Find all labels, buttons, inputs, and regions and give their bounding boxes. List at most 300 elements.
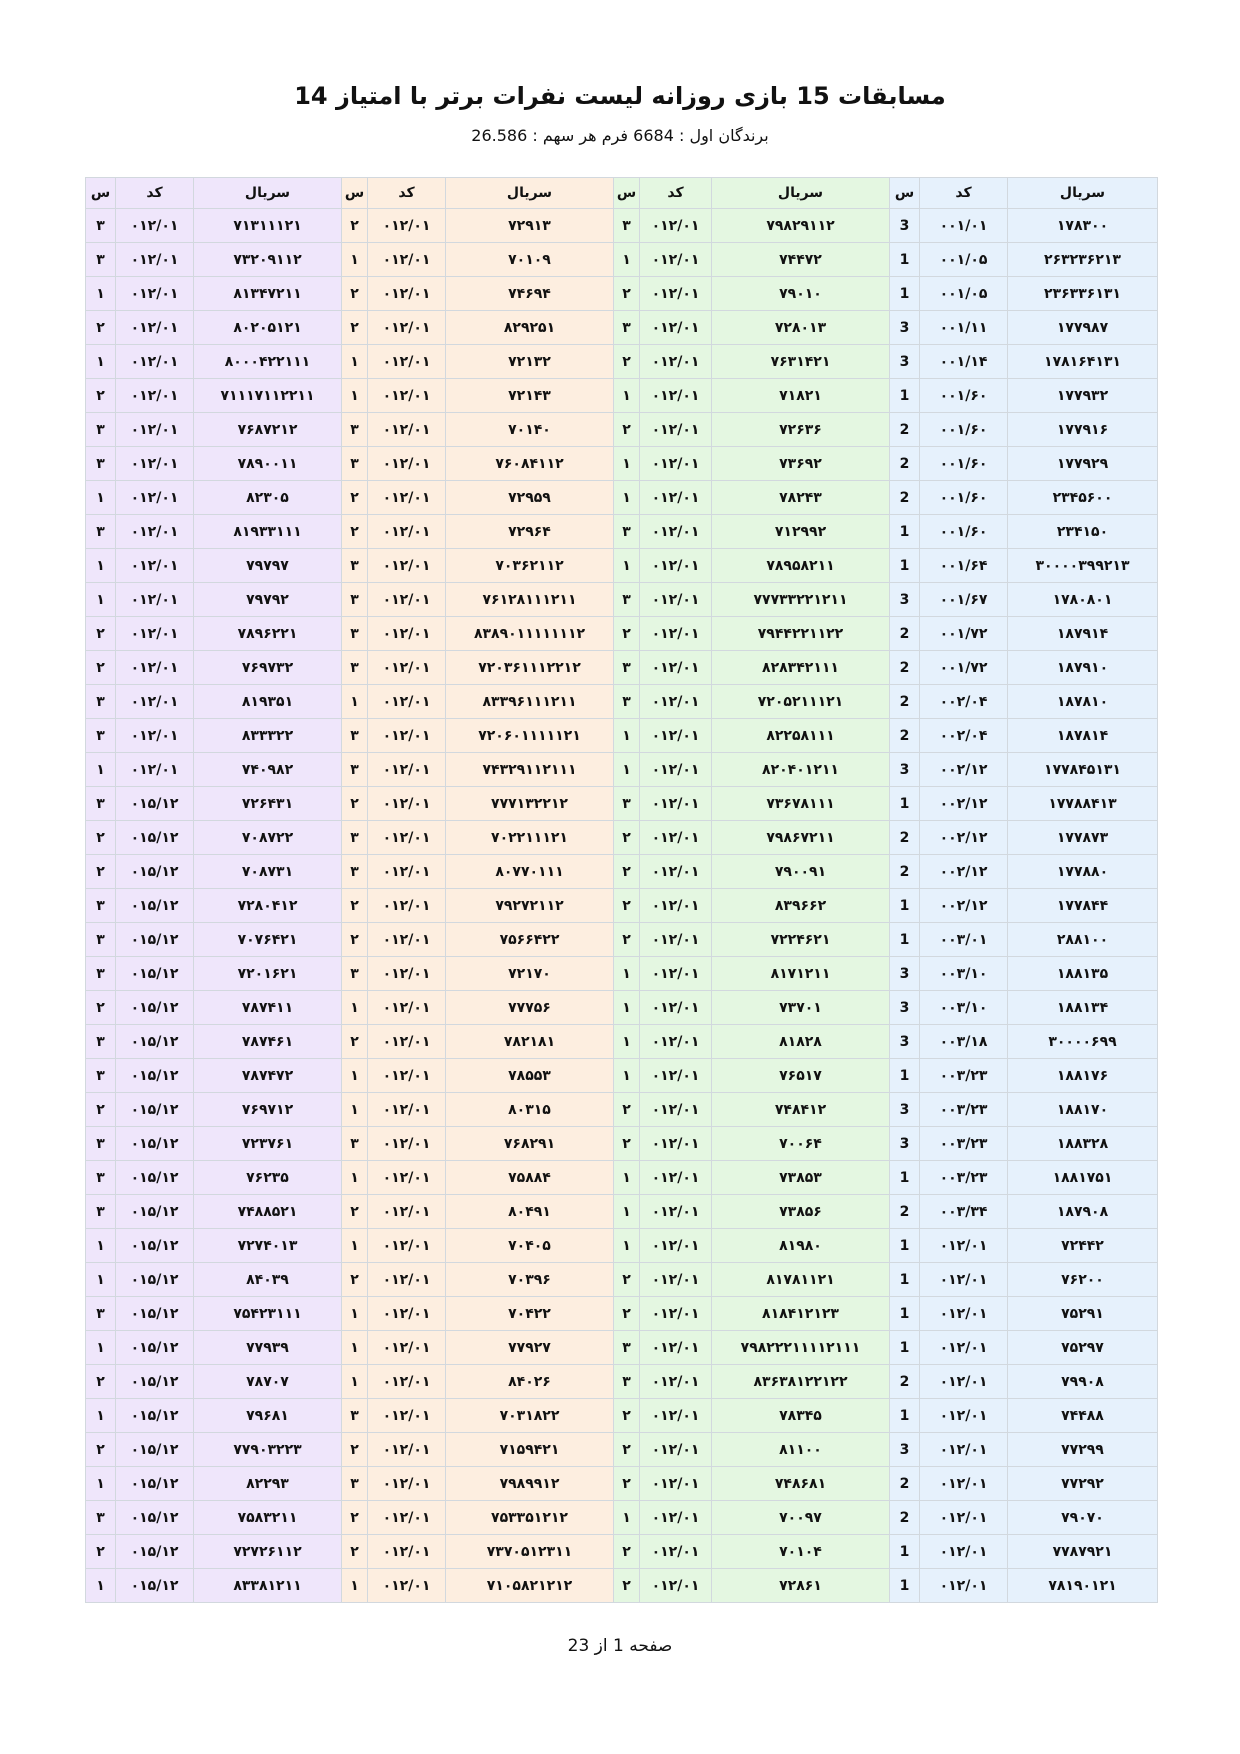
code-cell: ۰۱۲/۰۱	[116, 413, 194, 447]
rank-cell: 2	[890, 855, 920, 889]
serial-cell: ۸۳۳۹۶۱۱۱۲۱۱	[446, 685, 614, 719]
table-row	[86, 1433, 1158, 1467]
serial-cell: ۷۷۸۷۹۲۱	[1008, 1535, 1158, 1569]
rank-cell: ۲	[614, 889, 640, 923]
serial-cell: ۷۵۶۶۴۲۲	[446, 923, 614, 957]
table-row	[86, 719, 1158, 753]
code-cell: ۰۱۲/۰۱	[640, 1365, 712, 1399]
rank-cell: ۲	[614, 1263, 640, 1297]
rank-cell: ۳	[614, 311, 640, 345]
serial-cell: ۷۲۱۴۳	[446, 379, 614, 413]
code-cell: ۰۱۲/۰۱	[116, 481, 194, 515]
code-cell: ۰۱۲/۰۱	[920, 1331, 1008, 1365]
code-cell: ۰۱۲/۰۱	[368, 1195, 446, 1229]
rank-cell: ۱	[342, 345, 368, 379]
code-cell: ۰۱۲/۰۱	[920, 1467, 1008, 1501]
rank-cell: ۳	[342, 855, 368, 889]
table-row	[86, 345, 1158, 379]
rank-cell: ۲	[342, 277, 368, 311]
serial-cell: ۱۷۷۸۴۴	[1008, 889, 1158, 923]
code-cell: ۰۱۵/۱۲	[116, 991, 194, 1025]
rank-cell: 2	[890, 1365, 920, 1399]
serial-cell: ۲۳۴۱۵۰	[1008, 515, 1158, 549]
serial-cell: ۸۳۹۶۶۲	[712, 889, 890, 923]
rank-cell: ۳	[86, 1025, 116, 1059]
table-row	[86, 651, 1158, 685]
serial-cell: ۷۹۹۰۸	[1008, 1365, 1158, 1399]
code-cell: ۰۱۲/۰۱	[116, 685, 194, 719]
code-column-header: کد	[920, 178, 1008, 209]
serial-cell: ۷۳۲۰۹۱۱۲	[194, 243, 342, 277]
code-cell: ۰۰۲/۱۲	[920, 753, 1008, 787]
code-cell: ۰۱۵/۱۲	[116, 1127, 194, 1161]
rank-cell: ۳	[86, 515, 116, 549]
rank-cell: 1	[890, 889, 920, 923]
code-cell: ۰۱۲/۰۱	[368, 1331, 446, 1365]
code-cell: ۰۱۲/۰۱	[640, 1501, 712, 1535]
serial-cell: ۷۲۴۴۲	[1008, 1229, 1158, 1263]
serial-cell: ۷۴۴۸۸	[1008, 1399, 1158, 1433]
code-cell: ۰۱۲/۰۱	[640, 753, 712, 787]
serial-cell: ۱۷۷۸۴۵۱۳۱	[1008, 753, 1158, 787]
rank-cell: ۱	[86, 1399, 116, 1433]
code-cell: ۰۱۲/۰۱	[640, 1093, 712, 1127]
table-row	[86, 1093, 1158, 1127]
rank-cell: 1	[890, 515, 920, 549]
code-cell: ۰۰۲/۱۲	[920, 855, 1008, 889]
rank-cell: ۱	[614, 447, 640, 481]
serial-cell: ۷۹۸۲۲۲۱۱۱۱۲۱۱۱	[712, 1331, 890, 1365]
rank-cell: 2	[890, 481, 920, 515]
serial-cell: ۷۷۲۹۹	[1008, 1433, 1158, 1467]
serial-cell: ۷۱۲۹۹۲	[712, 515, 890, 549]
serial-cell: ۸۰۴۹۱	[446, 1195, 614, 1229]
table-row	[86, 549, 1158, 583]
table-row	[86, 1569, 1158, 1603]
rank-cell: ۱	[86, 1331, 116, 1365]
rank-cell: 2	[890, 1195, 920, 1229]
serial-cell: ۷۹۲۷۲۱۱۲	[446, 889, 614, 923]
code-cell: ۰۰۳/۲۳	[920, 1161, 1008, 1195]
serial-cell: ۷۳۶۹۲	[712, 447, 890, 481]
rank-cell: ۲	[86, 1433, 116, 1467]
code-cell: ۰۰۱/۰۵	[920, 277, 1008, 311]
rank-cell: ۲	[86, 379, 116, 413]
rank-cell: ۱	[614, 719, 640, 753]
serial-cell: ۷۰۳۹۶	[446, 1263, 614, 1297]
serial-cell: ۷۵۳۳۵۱۲۱۲	[446, 1501, 614, 1535]
serial-cell: ۱۸۸۳۲۸	[1008, 1127, 1158, 1161]
code-cell: ۰۱۲/۰۱	[368, 447, 446, 481]
rank-cell: ۳	[86, 1127, 116, 1161]
serial-cell: ۸۲۸۳۴۲۱۱۱	[712, 651, 890, 685]
rank-cell: ۳	[342, 1127, 368, 1161]
rank-cell: 1	[890, 1263, 920, 1297]
rank-cell: ۱	[614, 1059, 640, 1093]
code-cell: ۰۱۲/۰۱	[640, 345, 712, 379]
rank-cell: ۳	[86, 447, 116, 481]
serial-cell: ۷۱۱۱۷۱۱۲۲۱۱	[194, 379, 342, 413]
serial-cell: ۸۲۹۲۵۱	[446, 311, 614, 345]
code-cell: ۰۱۲/۰۱	[920, 1263, 1008, 1297]
code-cell: ۰۱۲/۰۱	[920, 1297, 1008, 1331]
serial-cell: ۱۷۷۸۷۳	[1008, 821, 1158, 855]
serial-cell: ۷۲۹۶۴	[446, 515, 614, 549]
serial-cell: ۷۸۱۹۰۱۲۱	[1008, 1569, 1158, 1603]
serial-cell: ۷۳۸۵۶	[712, 1195, 890, 1229]
code-cell: ۰۱۲/۰۱	[116, 549, 194, 583]
code-cell: ۰۱۲/۰۱	[368, 1093, 446, 1127]
rank-cell: ۲	[614, 277, 640, 311]
rank-cell: ۲	[614, 1093, 640, 1127]
rank-cell: ۳	[86, 1195, 116, 1229]
serial-cell: ۸۳۳۸۱۲۱۱	[194, 1569, 342, 1603]
rank-cell: ۱	[342, 1229, 368, 1263]
code-cell: ۰۱۲/۰۱	[368, 379, 446, 413]
serial-cell: ۷۸۷۴۷۲	[194, 1059, 342, 1093]
serial-cell: ۷۲۰۵۲۱۱۱۲۱	[712, 685, 890, 719]
code-cell: ۰۱۲/۰۱	[368, 583, 446, 617]
code-cell: ۰۱۲/۰۱	[640, 1195, 712, 1229]
code-cell: ۰۱۲/۰۱	[640, 685, 712, 719]
table-row	[86, 1025, 1158, 1059]
rank-cell: ۱	[342, 1093, 368, 1127]
rank-cell: ۱	[86, 1263, 116, 1297]
serial-cell: ۷۹۰۰۹۱	[712, 855, 890, 889]
rank-cell: ۱	[342, 243, 368, 277]
serial-cell: ۷۶۸۲۹۱	[446, 1127, 614, 1161]
rank-cell: ۱	[614, 549, 640, 583]
rank-cell: ۲	[342, 889, 368, 923]
serial-cell: ۷۲۸۰۱۳	[712, 311, 890, 345]
code-cell: ۰۱۲/۰۱	[368, 889, 446, 923]
serial-cell: ۷۲۹۱۳	[446, 209, 614, 243]
rank-cell: ۳	[86, 1501, 116, 1535]
rank-cell: 2	[890, 685, 920, 719]
code-cell: ۰۱۲/۰۱	[920, 1501, 1008, 1535]
code-cell: ۰۱۲/۰۱	[640, 651, 712, 685]
rank-cell: ۲	[86, 617, 116, 651]
table-row	[86, 413, 1158, 447]
table-row	[86, 243, 1158, 277]
rank-cell: 3	[890, 1433, 920, 1467]
rank-cell: ۱	[342, 1161, 368, 1195]
rank-cell: ۳	[86, 923, 116, 957]
serial-cell: ۸۱۹۸۰	[712, 1229, 890, 1263]
s-column-header: س	[890, 178, 920, 209]
serial-cell: ۷۰۳۶۲۱۱۲	[446, 549, 614, 583]
serial-cell: ۱۸۸۱۳۴	[1008, 991, 1158, 1025]
rank-cell: ۲	[342, 1195, 368, 1229]
code-cell: ۰۱۲/۰۱	[368, 549, 446, 583]
serial-cell: ۷۴۸۸۵۲۱	[194, 1195, 342, 1229]
serial-cell: ۱۷۷۹۱۶	[1008, 413, 1158, 447]
serial-cell: ۱۸۷۹۰۸	[1008, 1195, 1158, 1229]
serial-cell: ۱۸۸۱۷۶	[1008, 1059, 1158, 1093]
code-cell: ۰۱۲/۰۱	[640, 243, 712, 277]
serial-cell: ۱۸۷۹۱۴	[1008, 617, 1158, 651]
rank-cell: 3	[890, 991, 920, 1025]
rank-cell: ۱	[614, 957, 640, 991]
serial-cell: ۷۸۵۵۳	[446, 1059, 614, 1093]
code-cell: ۰۱۵/۱۲	[116, 821, 194, 855]
code-cell: ۰۰۱/۶۰	[920, 447, 1008, 481]
rank-cell: ۳	[614, 685, 640, 719]
rank-cell: ۳	[86, 1161, 116, 1195]
code-cell: ۰۰۱/۶۰	[920, 413, 1008, 447]
serial-cell: ۷۲۳۷۶۱	[194, 1127, 342, 1161]
serial-cell: ۱۸۸۱۳۵	[1008, 957, 1158, 991]
rank-cell: ۲	[342, 1025, 368, 1059]
rank-cell: ۲	[614, 1399, 640, 1433]
rank-cell: ۲	[614, 1433, 640, 1467]
serial-cell: ۷۲۷۴۰۱۳	[194, 1229, 342, 1263]
code-cell: ۰۱۵/۱۲	[116, 1161, 194, 1195]
table-row	[86, 787, 1158, 821]
code-cell: ۰۱۲/۰۱	[116, 277, 194, 311]
code-cell: ۰۱۲/۰۱	[640, 787, 712, 821]
rank-cell: 1	[890, 1229, 920, 1263]
code-cell: ۰۱۵/۱۲	[116, 1263, 194, 1297]
code-cell: ۰۰۲/۰۴	[920, 719, 1008, 753]
code-cell: ۰۱۲/۰۱	[368, 1535, 446, 1569]
serial-cell: ۷۵۸۳۲۱۱	[194, 1501, 342, 1535]
code-cell: ۰۱۲/۰۱	[920, 1535, 1008, 1569]
serial-cell: ۸۱۷۸۱۱۲۱	[712, 1263, 890, 1297]
table-row	[86, 855, 1158, 889]
code-cell: ۰۱۲/۰۱	[920, 1399, 1008, 1433]
table-row	[86, 1365, 1158, 1399]
table-row	[86, 821, 1158, 855]
serial-cell: ۷۲۰۳۶۱۱۱۲۲۱۲	[446, 651, 614, 685]
rank-cell: ۱	[614, 991, 640, 1025]
rank-cell: 3	[890, 1093, 920, 1127]
rank-cell: 1	[890, 243, 920, 277]
code-cell: ۰۰۳/۲۳	[920, 1059, 1008, 1093]
code-cell: ۰۱۲/۰۱	[368, 1263, 446, 1297]
rank-cell: ۳	[86, 685, 116, 719]
rank-cell: ۳	[342, 617, 368, 651]
rank-cell: ۳	[614, 209, 640, 243]
serial-cell: ۷۸۷۰۷	[194, 1365, 342, 1399]
serial-cell: ۷۴۶۹۴	[446, 277, 614, 311]
serial-cell: ۷۲۷۲۶۱۱۲	[194, 1535, 342, 1569]
code-cell: ۰۱۲/۰۱	[368, 1467, 446, 1501]
code-cell: ۰۰۳/۲۳	[920, 1093, 1008, 1127]
serial-cell: ۷۶۹۷۱۲	[194, 1093, 342, 1127]
table-row	[86, 991, 1158, 1025]
rank-cell: 1	[890, 1331, 920, 1365]
table-row	[86, 753, 1158, 787]
rank-cell: ۳	[342, 583, 368, 617]
rank-cell: ۲	[86, 855, 116, 889]
rank-cell: ۱	[614, 1195, 640, 1229]
serial-cell: ۸۰۲۰۵۱۲۱	[194, 311, 342, 345]
code-cell: ۰۱۲/۰۱	[368, 1059, 446, 1093]
serial-cell: ۳۰۰۰۰۳۹۹۲۱۳	[1008, 549, 1158, 583]
code-cell: ۰۱۵/۱۲	[116, 1331, 194, 1365]
code-cell: ۰۱۲/۰۱	[640, 1535, 712, 1569]
code-cell: ۰۱۲/۰۱	[640, 549, 712, 583]
rank-cell: 2	[890, 1501, 920, 1535]
rank-cell: ۲	[342, 515, 368, 549]
serial-cell: ۷۷۷۵۶	[446, 991, 614, 1025]
code-cell: ۰۰۱/۶۰	[920, 515, 1008, 549]
code-cell: ۰۱۲/۰۱	[640, 583, 712, 617]
code-cell: ۰۱۲/۰۱	[368, 1229, 446, 1263]
rank-cell: ۳	[614, 1365, 640, 1399]
rank-cell: ۲	[86, 1093, 116, 1127]
rank-cell: ۲	[614, 1569, 640, 1603]
code-cell: ۰۰۱/۷۲	[920, 651, 1008, 685]
serial-cell: ۸۴۰۳۹	[194, 1263, 342, 1297]
table-row	[86, 277, 1158, 311]
serial-cell: ۸۳۶۳۸۱۲۲۱۲۲	[712, 1365, 890, 1399]
table-row	[86, 923, 1158, 957]
rank-cell: ۱	[614, 481, 640, 515]
results-body	[86, 209, 1158, 1603]
code-cell: ۰۱۲/۰۱	[116, 243, 194, 277]
code-cell: ۰۱۲/۰۱	[368, 821, 446, 855]
serial-cell: ۷۲۸۶۱	[712, 1569, 890, 1603]
code-cell: ۰۱۲/۰۱	[116, 583, 194, 617]
serial-cell: ۷۴۸۴۱۲	[712, 1093, 890, 1127]
code-cell: ۰۱۲/۰۱	[116, 719, 194, 753]
code-cell: ۰۱۲/۰۱	[640, 1127, 712, 1161]
serial-cell: ۷۶۵۱۷	[712, 1059, 890, 1093]
serial-column-header: سریال	[446, 178, 614, 209]
rank-cell: ۲	[342, 923, 368, 957]
serial-cell: ۱۸۸۱۷۰	[1008, 1093, 1158, 1127]
table-row	[86, 1467, 1158, 1501]
rank-cell: ۱	[86, 1467, 116, 1501]
page-title: مسابقات 15 بازی روزانه لیست نفرات برتر با امتیاز 14	[294, 82, 946, 110]
serial-cell: ۷۳۷۰۵۱۲۳۱۱	[446, 1535, 614, 1569]
rank-cell: ۱	[614, 1229, 640, 1263]
code-cell: ۰۱۲/۰۱	[368, 1161, 446, 1195]
rank-cell: ۱	[342, 991, 368, 1025]
code-cell: ۰۱۵/۱۲	[116, 957, 194, 991]
rank-cell: ۳	[342, 719, 368, 753]
code-cell: ۰۱۲/۰۱	[368, 1501, 446, 1535]
serial-cell: ۷۵۲۹۱	[1008, 1297, 1158, 1331]
table-row	[86, 1501, 1158, 1535]
code-cell: ۰۰۱/۶۰	[920, 379, 1008, 413]
serial-cell: ۷۲۰۱۶۲۱	[194, 957, 342, 991]
rank-cell: 2	[890, 447, 920, 481]
serial-cell: ۷۳۷۰۱	[712, 991, 890, 1025]
serial-cell: ۷۸۲۱۸۱	[446, 1025, 614, 1059]
code-cell: ۰۱۲/۰۱	[116, 617, 194, 651]
serial-cell: ۷۸۳۴۵	[712, 1399, 890, 1433]
serial-cell: ۷۷۹۲۷	[446, 1331, 614, 1365]
serial-cell: ۷۷۲۹۲	[1008, 1467, 1158, 1501]
rank-cell: ۲	[86, 1365, 116, 1399]
serial-cell: ۷۲۲۴۶۲۱	[712, 923, 890, 957]
code-cell: ۰۱۵/۱۲	[116, 1025, 194, 1059]
rank-cell: 3	[890, 753, 920, 787]
serial-cell: ۳۰۰۰۰۶۹۹	[1008, 1025, 1158, 1059]
code-cell: ۰۱۲/۰۱	[640, 991, 712, 1025]
code-cell: ۰۱۲/۰۱	[640, 719, 712, 753]
rank-cell: ۱	[614, 243, 640, 277]
code-cell: ۰۱۲/۰۱	[640, 957, 712, 991]
serial-cell: ۲۶۳۲۳۶۲۱۳	[1008, 243, 1158, 277]
code-cell: ۰۱۲/۰۱	[640, 1025, 712, 1059]
rank-cell: ۳	[86, 889, 116, 923]
serial-cell: ۷۲۶۳۶	[712, 413, 890, 447]
serial-cell: ۸۲۲۵۸۱۱۱	[712, 719, 890, 753]
rank-cell: ۳	[342, 447, 368, 481]
rank-cell: 1	[890, 1399, 920, 1433]
code-cell: ۰۱۲/۰۱	[640, 1467, 712, 1501]
code-cell: ۰۱۲/۰۱	[920, 1365, 1008, 1399]
serial-cell: ۸۱۷۱۲۱۱	[712, 957, 890, 991]
serial-cell: ۷۴۸۶۸۱	[712, 1467, 890, 1501]
code-cell: ۰۱۵/۱۲	[116, 787, 194, 821]
serial-cell: ۸۱۳۴۷۲۱۱	[194, 277, 342, 311]
code-cell: ۰۱۲/۰۱	[640, 1331, 712, 1365]
code-cell: ۰۱۲/۰۱	[116, 753, 194, 787]
serial-cell: ۷۲۱۳۲	[446, 345, 614, 379]
serial-cell: ۷۶۲۰۰	[1008, 1263, 1158, 1297]
serial-cell: ۸۳۸۹۰۱۱۱۱۱۱۱۲	[446, 617, 614, 651]
rank-cell: ۱	[614, 753, 640, 787]
rank-cell: ۱	[86, 549, 116, 583]
rank-cell: 3	[890, 1127, 920, 1161]
rank-cell: ۱	[86, 345, 116, 379]
rank-cell: ۳	[86, 787, 116, 821]
serial-cell: ۷۰۸۷۳۱	[194, 855, 342, 889]
serial-cell: ۱۸۸۱۷۵۱	[1008, 1161, 1158, 1195]
code-cell: ۰۱۲/۰۱	[640, 413, 712, 447]
rank-cell: 3	[890, 311, 920, 345]
rank-cell: 3	[890, 583, 920, 617]
table-row	[86, 515, 1158, 549]
code-cell: ۰۱۲/۰۱	[368, 413, 446, 447]
serial-cell: ۸۲۰۴۰۱۲۱۱	[712, 753, 890, 787]
rank-cell: ۳	[614, 515, 640, 549]
rank-cell: ۱	[342, 1297, 368, 1331]
serial-cell: ۷۸۹۵۸۲۱۱	[712, 549, 890, 583]
rank-cell: ۲	[614, 855, 640, 889]
serial-column-header: سریال	[712, 178, 890, 209]
code-cell: ۰۱۲/۰۱	[640, 447, 712, 481]
serial-cell: ۷۰۷۶۴۲۱	[194, 923, 342, 957]
code-cell: ۰۱۲/۰۱	[368, 957, 446, 991]
rank-cell: ۲	[614, 345, 640, 379]
rank-cell: ۲	[86, 821, 116, 855]
code-cell: ۰۱۵/۱۲	[116, 923, 194, 957]
serial-cell: ۷۲۹۵۹	[446, 481, 614, 515]
serial-cell: ۷۱۵۹۴۲۱	[446, 1433, 614, 1467]
serial-cell: ۷۷۹۳۹	[194, 1331, 342, 1365]
rank-cell: ۳	[86, 209, 116, 243]
serial-cell: ۱۷۸۰۸۰۱	[1008, 583, 1158, 617]
s-column-header: س	[86, 178, 116, 209]
serial-cell: ۱۸۷۸۱۰	[1008, 685, 1158, 719]
serial-cell: ۲۳۶۳۳۶۱۳۱	[1008, 277, 1158, 311]
rank-cell: ۲	[86, 1535, 116, 1569]
serial-cell: ۷۰۳۱۸۲۲	[446, 1399, 614, 1433]
page-number: صفحه 1 از 23	[567, 1636, 673, 1656]
serial-cell: ۷۶۸۷۲۱۲	[194, 413, 342, 447]
code-cell: ۰۰۳/۰۱	[920, 923, 1008, 957]
serial-cell: ۷۱۸۲۱	[712, 379, 890, 413]
rank-cell: ۱	[342, 685, 368, 719]
rank-cell: 3	[890, 1025, 920, 1059]
rank-cell: ۲	[614, 1535, 640, 1569]
